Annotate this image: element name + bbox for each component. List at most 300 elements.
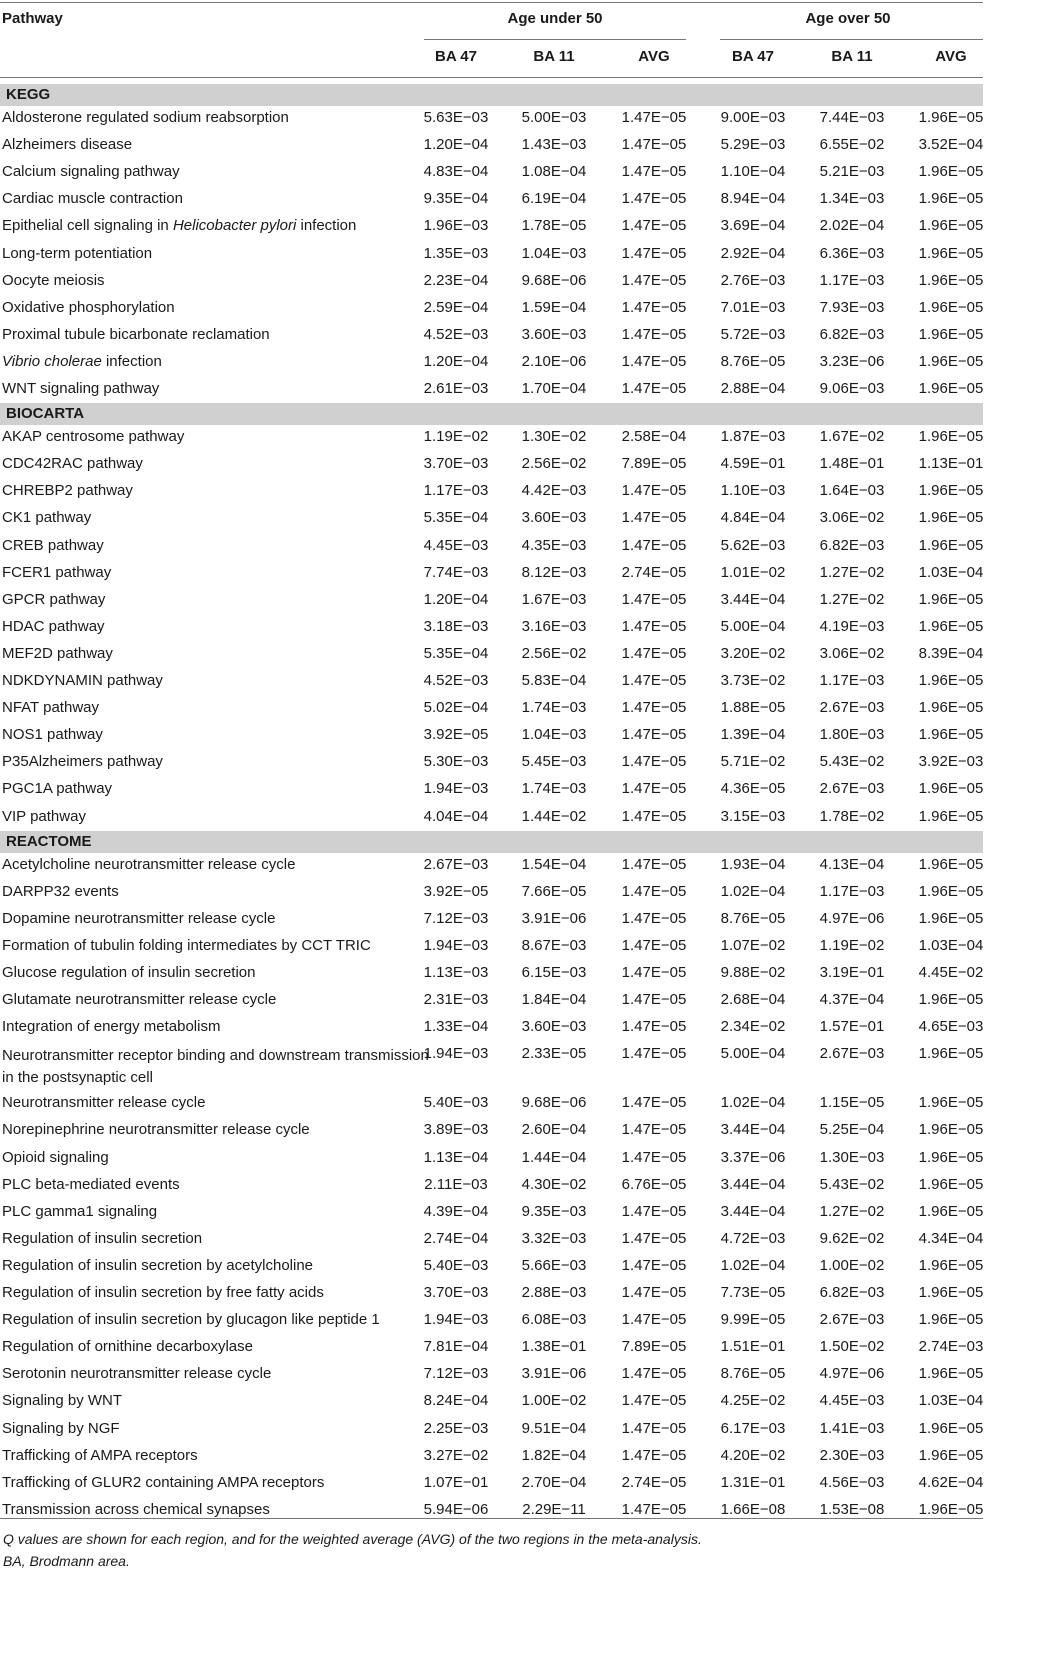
q-value-cell: 1.96E−05 — [918, 991, 984, 1009]
q-value-cell: 9.51E−04 — [521, 1419, 587, 1437]
q-value-cell: 1.47E−05 — [621, 590, 687, 608]
column-header-ba-11-over-50: BA 11 — [831, 48, 873, 65]
q-value-cell: 1.96E−05 — [918, 1045, 984, 1063]
q-value-cell: 4.65E−03 — [918, 1018, 984, 1036]
q-value-cell: 7.44E−03 — [819, 109, 885, 126]
q-value-cell: 1.74E−03 — [521, 699, 587, 717]
section-header-kegg — [0, 84, 983, 106]
q-value-cell: 1.67E−03 — [521, 590, 587, 608]
pathway-name: Norepinephrine neurotransmitter release cycle — [2, 1121, 310, 1139]
pathway-name: Regulation of ornithine decarboxylase — [2, 1338, 253, 1356]
q-value-cell: 4.52E−03 — [423, 672, 489, 689]
q-value-cell: 7.66E−05 — [521, 882, 587, 900]
q-value-cell: 1.47E−05 — [621, 1229, 687, 1247]
q-value-cell: 5.00E−04 — [720, 617, 786, 635]
q-value-cell: 3.44E−04 — [720, 1202, 786, 1220]
q-value-cell: 1.96E−05 — [918, 1175, 984, 1193]
q-value-cell: 1.47E−05 — [621, 699, 687, 717]
q-value-cell: 2.02E−04 — [819, 217, 885, 235]
q-value-cell: 9.35E−04 — [423, 190, 489, 208]
q-value-cell: 1.47E−05 — [621, 780, 687, 798]
q-value-cell: 6.36E−03 — [819, 244, 885, 262]
q-value-cell: 1.47E−05 — [621, 991, 687, 1009]
q-value-cell: 1.51E−01 — [720, 1338, 786, 1356]
column-header-avg-under-50: AVG — [638, 48, 670, 65]
q-value-cell: 5.02E−04 — [423, 699, 489, 717]
q-value-cell: 1.07E−02 — [720, 936, 786, 954]
q-value-cell: 4.35E−03 — [521, 536, 587, 554]
q-value-cell: 1.96E−05 — [918, 1365, 984, 1383]
q-value-cell: 4.97E−06 — [819, 909, 885, 927]
q-value-cell: 3.60E−03 — [521, 325, 587, 343]
q-value-cell: 6.17E−03 — [720, 1419, 786, 1437]
q-value-cell: 1.53E−08 — [819, 1500, 885, 1518]
q-value-cell: 1.47E−05 — [621, 190, 687, 208]
q-value-cell: 3.06E−02 — [819, 644, 885, 662]
q-value-cell: 5.72E−03 — [720, 325, 786, 343]
q-value-cell: 1.17E−03 — [819, 672, 885, 689]
q-value-cell: 1.96E−05 — [918, 780, 984, 798]
pathway-name: VIP pathway — [2, 807, 86, 825]
q-value-cell: 2.74E−04 — [423, 1229, 489, 1247]
pathway-name — [2, 353, 432, 371]
pathway-name: NOS1 pathway — [2, 726, 103, 744]
group-header-age-over-50: Age over 50 — [805, 10, 891, 27]
q-value-cell: 1.96E−05 — [918, 882, 984, 900]
q-value-cell: 2.10E−06 — [521, 352, 587, 370]
q-value-cell: 2.67E−03 — [819, 1311, 885, 1329]
q-value-cell: 1.96E−05 — [918, 1311, 984, 1329]
q-value-cell: 1.47E−05 — [621, 1256, 687, 1274]
q-value-cell: 1.78E−05 — [521, 217, 587, 235]
q-value-cell: 2.67E−03 — [819, 780, 885, 798]
q-value-cell: 1.17E−03 — [819, 271, 885, 289]
q-value-cell: 1.47E−05 — [621, 163, 687, 181]
q-value-cell: 1.94E−03 — [423, 936, 489, 954]
footnote-q-text: values are shown for each region, and for the weighted average (AVG) of the two regions in the meta-analysis. — [13, 1531, 702, 1547]
q-value-cell: 1.13E−04 — [423, 1148, 489, 1166]
section-label: REACTOME — [6, 832, 92, 850]
q-value-cell: 1.03E−04 — [918, 563, 984, 581]
q-value-cell: 1.96E−05 — [918, 163, 984, 181]
q-value-cell: 8.39E−04 — [918, 644, 984, 662]
q-value-cell: 2.67E−03 — [819, 699, 885, 717]
q-value-cell: 7.01E−03 — [720, 298, 786, 316]
pathway-name: Aldosterone regulated sodium reabsorption — [2, 109, 289, 126]
q-value-cell: 1.27E−02 — [819, 1202, 885, 1220]
q-value-cell: 4.45E−02 — [918, 964, 984, 981]
q-value-cell: 1.02E−04 — [720, 1256, 786, 1274]
q-value-cell: 1.47E−05 — [621, 617, 687, 635]
q-value-cell: 5.40E−03 — [423, 1094, 489, 1112]
q-value-cell: 1.47E−05 — [621, 726, 687, 744]
q-value-cell: 9.68E−06 — [521, 1094, 587, 1112]
q-value-cell: 1.47E−05 — [621, 1284, 687, 1301]
q-value-cell: 3.37E−06 — [720, 1148, 786, 1166]
q-value-cell: 4.30E−02 — [521, 1175, 587, 1193]
pathway-name-part: infection — [296, 217, 357, 235]
q-value-cell: 5.71E−02 — [720, 753, 786, 771]
q-value-cell: 1.47E−05 — [621, 1045, 687, 1063]
q-value-cell: 2.56E−02 — [521, 644, 587, 662]
q-value-cell: 9.99E−05 — [720, 1311, 786, 1329]
q-value-cell: 4.59E−01 — [720, 455, 786, 473]
q-value-cell: 1.47E−05 — [621, 855, 687, 873]
q-value-cell: 1.34E−03 — [819, 190, 885, 208]
q-value-cell: 5.21E−03 — [819, 163, 885, 181]
q-value-cell: 3.91E−06 — [521, 909, 587, 927]
q-value-cell: 5.66E−03 — [521, 1256, 587, 1274]
pathway-name: PLC gamma1 signaling — [2, 1202, 158, 1220]
q-value-cell: 3.91E−06 — [521, 1365, 587, 1383]
q-value-cell: 5.35E−04 — [423, 644, 489, 662]
q-value-cell: 3.06E−02 — [819, 509, 885, 527]
q-value-cell: 4.34E−04 — [918, 1229, 984, 1247]
q-value-cell: 4.84E−04 — [720, 509, 786, 527]
footnote-q-values — [3, 1531, 702, 1548]
pathway-name: Transmission across chemical synapses — [2, 1500, 270, 1518]
q-value-cell: 1.27E−02 — [819, 590, 885, 608]
q-value-cell: 1.47E−05 — [621, 509, 687, 527]
q-value-cell: 3.70E−03 — [423, 455, 489, 473]
q-value-cell: 1.08E−04 — [521, 163, 587, 181]
q-value-cell: 8.12E−03 — [521, 563, 587, 581]
q-value-cell: 1.47E−05 — [621, 1018, 687, 1036]
q-value-cell: 1.41E−03 — [819, 1419, 885, 1437]
column-header-ba-47-under-50: BA 47 — [435, 48, 477, 65]
q-value-cell: 4.36E−05 — [720, 780, 786, 798]
q-value-cell: 2.56E−02 — [521, 455, 587, 473]
q-value-cell: 1.47E−05 — [621, 136, 687, 154]
q-value-cell: 1.47E−05 — [621, 807, 687, 825]
q-value-cell: 1.66E−08 — [720, 1500, 786, 1518]
q-value-cell: 1.02E−04 — [720, 1094, 786, 1112]
q-value-cell: 4.45E−03 — [819, 1392, 885, 1410]
q-value-cell: 1.57E−01 — [819, 1018, 885, 1036]
q-value-cell: 3.60E−03 — [521, 1018, 587, 1036]
q-value-cell: 6.76E−05 — [621, 1175, 687, 1193]
q-value-cell: 1.94E−03 — [423, 1311, 489, 1329]
q-value-cell: 1.47E−05 — [621, 244, 687, 262]
q-value-cell: 3.92E−05 — [423, 882, 489, 900]
q-value-cell: 1.03E−04 — [918, 1392, 984, 1410]
pathway-name: Serotonin neurotransmitter release cycle — [2, 1365, 272, 1383]
q-value-cell: 1.04E−03 — [521, 244, 587, 262]
pathway-name: Calcium signaling pathway — [2, 163, 180, 181]
q-value-cell: 5.40E−03 — [423, 1256, 489, 1274]
pathway-name: Proximal tubule bicarbonate reclamation — [2, 325, 270, 343]
q-value-cell: 6.82E−03 — [819, 536, 885, 554]
q-value-cell: 1.47E−05 — [621, 536, 687, 554]
q-value-cell: 5.43E−02 — [819, 753, 885, 771]
q-value-cell: 1.01E−02 — [720, 563, 786, 581]
q-value-cell: 9.00E−03 — [720, 109, 786, 126]
q-value-cell: 3.27E−02 — [423, 1446, 489, 1464]
q-value-cell: 1.07E−01 — [423, 1473, 489, 1491]
column-header-avg-over-50: AVG — [935, 48, 967, 65]
q-value-cell: 1.13E−03 — [423, 964, 489, 981]
q-value-cell: 3.89E−03 — [423, 1121, 489, 1139]
q-value-cell: 1.47E−05 — [621, 936, 687, 954]
q-value-cell: 1.47E−05 — [621, 482, 687, 500]
q-value-cell: 4.19E−03 — [819, 617, 885, 635]
pathway-name: Cardiac muscle contraction — [2, 190, 183, 208]
q-value-cell: 7.93E−03 — [819, 298, 885, 316]
section-header-biocarta — [0, 403, 983, 425]
q-value-cell: 1.96E−05 — [918, 909, 984, 927]
q-value-cell: 7.81E−04 — [423, 1338, 489, 1356]
q-value-cell: 2.30E−03 — [819, 1446, 885, 1464]
pathway-name-part: Epithelial cell signaling in — [2, 217, 173, 235]
pathway-name: CK1 pathway — [2, 509, 92, 527]
q-value-cell: 1.96E−05 — [918, 509, 984, 527]
q-value-cell: 5.25E−04 — [819, 1121, 885, 1139]
pathway-name: PGC1A pathway — [2, 780, 113, 798]
q-value-cell: 1.96E−05 — [918, 298, 984, 316]
q-value-cell: 3.32E−03 — [521, 1229, 587, 1247]
section-label: BIOCARTA — [6, 405, 85, 423]
column-header-pathway: Pathway — [2, 10, 63, 27]
pathway-name: Trafficking of GLUR2 containing AMPA receptors — [2, 1473, 325, 1491]
q-value-cell: 1.82E−04 — [521, 1446, 587, 1464]
pathway-name: Oocyte meiosis — [2, 271, 105, 289]
pathway-name: NFAT pathway — [2, 699, 99, 717]
pathway-name: CDC42RAC pathway — [2, 455, 143, 473]
pathway-name: GPCR pathway — [2, 590, 106, 608]
q-value-cell: 7.89E−05 — [621, 455, 687, 473]
q-value-cell: 3.44E−04 — [720, 1121, 786, 1139]
q-value-cell: 3.52E−04 — [918, 136, 984, 154]
q-value-cell: 1.47E−05 — [621, 644, 687, 662]
q-value-cell: 1.96E−05 — [918, 428, 984, 446]
group-rule-age-under-50 — [424, 39, 686, 40]
q-value-cell: 1.47E−05 — [621, 1202, 687, 1220]
q-value-cell: 1.96E−05 — [918, 244, 984, 262]
q-value-cell: 4.97E−06 — [819, 1365, 885, 1383]
q-value-cell: 3.70E−03 — [423, 1284, 489, 1301]
pathway-name: Regulation of insulin secretion by acetylcholine — [2, 1256, 314, 1274]
q-value-cell: 4.72E−03 — [720, 1229, 786, 1247]
q-value-cell: 5.94E−06 — [423, 1500, 489, 1518]
q-value-cell: 2.74E−05 — [621, 1473, 687, 1491]
q-value-cell: 3.15E−03 — [720, 807, 786, 825]
pathway-name: PLC beta-mediated events — [2, 1175, 180, 1193]
q-value-cell: 1.87E−03 — [720, 428, 786, 446]
q-value-cell: 1.47E−05 — [621, 909, 687, 927]
q-value-cell: 4.39E−04 — [423, 1202, 489, 1220]
q-value-cell: 2.25E−03 — [423, 1419, 489, 1437]
q-value-cell: 3.60E−03 — [521, 509, 587, 527]
q-value-cell: 4.42E−03 — [521, 482, 587, 500]
q-value-cell: 7.12E−03 — [423, 1365, 489, 1383]
q-value-cell: 1.47E−05 — [621, 1419, 687, 1437]
q-value-cell: 3.16E−03 — [521, 617, 587, 635]
q-value-cell: 1.33E−04 — [423, 1018, 489, 1036]
q-value-cell: 1.93E−04 — [720, 855, 786, 873]
pathway-name: Neurotransmitter release cycle — [2, 1094, 206, 1112]
q-value-cell: 6.82E−03 — [819, 1284, 885, 1301]
q-value-cell: 8.24E−04 — [423, 1392, 489, 1410]
q-value-cell: 1.47E−05 — [621, 1311, 687, 1329]
q-value-cell: 2.59E−04 — [423, 298, 489, 316]
q-value-cell: 8.76E−05 — [720, 1365, 786, 1383]
pathway-name: NDKDYNAMIN pathway — [2, 672, 163, 689]
q-value-cell: 2.31E−03 — [423, 991, 489, 1009]
q-value-cell: 1.15E−05 — [819, 1094, 885, 1112]
q-value-cell: 7.89E−05 — [621, 1338, 687, 1356]
q-value-cell: 1.17E−03 — [423, 482, 489, 500]
q-value-cell: 1.38E−01 — [521, 1338, 587, 1356]
q-value-cell: 1.19E−02 — [819, 936, 885, 954]
q-value-cell: 7.73E−05 — [720, 1284, 786, 1301]
q-value-cell: 1.02E−04 — [720, 882, 786, 900]
q-value-cell: 1.04E−03 — [521, 726, 587, 744]
q-value-cell: 7.74E−03 — [423, 563, 489, 581]
q-value-cell: 1.17E−03 — [819, 882, 885, 900]
q-value-cell: 1.47E−05 — [621, 271, 687, 289]
pathway-name: FCER1 pathway — [2, 563, 112, 581]
q-value-cell: 4.37E−04 — [819, 991, 885, 1009]
q-value-cell: 2.34E−02 — [720, 1018, 786, 1036]
q-value-cell: 1.47E−05 — [621, 352, 687, 370]
table-top-rule — [0, 2, 983, 3]
q-value-cell: 9.35E−03 — [521, 1202, 587, 1220]
q-value-cell: 5.00E−03 — [521, 109, 587, 126]
q-value-cell: 4.56E−03 — [819, 1473, 885, 1491]
q-value-cell: 1.19E−02 — [423, 428, 489, 446]
q-value-cell: 4.04E−04 — [423, 807, 489, 825]
q-value-cell: 3.69E−04 — [720, 217, 786, 235]
q-value-cell: 1.44E−04 — [521, 1148, 587, 1166]
q-value-cell: 1.27E−02 — [819, 563, 885, 581]
q-value-cell: 5.83E−04 — [521, 672, 587, 689]
q-value-cell: 1.96E−05 — [918, 271, 984, 289]
q-value-cell: 1.96E−05 — [918, 190, 984, 208]
q-value-cell: 1.10E−04 — [720, 163, 786, 181]
q-value-cell: 1.78E−02 — [819, 807, 885, 825]
q-value-cell: 4.20E−02 — [720, 1446, 786, 1464]
q-value-cell: 1.59E−04 — [521, 298, 587, 316]
q-value-cell: 1.20E−04 — [423, 352, 489, 370]
q-value-cell: 2.70E−04 — [521, 1473, 587, 1491]
q-value-cell: 8.67E−03 — [521, 936, 587, 954]
q-value-cell: 1.20E−04 — [423, 590, 489, 608]
q-value-cell: 1.47E−05 — [621, 217, 687, 235]
pathway-name-part: infection — [101, 352, 162, 370]
pathway-name: Regulation of insulin secretion by free fatty acids — [2, 1284, 324, 1301]
q-value-cell: 1.96E−05 — [918, 536, 984, 554]
q-value-cell: 2.58E−04 — [621, 428, 687, 446]
q-value-cell: 6.55E−02 — [819, 136, 885, 154]
q-value-cell: 1.74E−03 — [521, 780, 587, 798]
q-value-cell: 4.25E−02 — [720, 1392, 786, 1410]
q-value-cell: 1.48E−01 — [819, 455, 885, 473]
q-value-cell: 8.94E−04 — [720, 190, 786, 208]
q-value-cell: 8.76E−05 — [720, 909, 786, 927]
pathway-name: Trafficking of AMPA receptors — [2, 1446, 198, 1464]
q-value-cell: 6.08E−03 — [521, 1311, 587, 1329]
q-value-cell: 2.74E−05 — [621, 563, 687, 581]
q-value-cell: 1.88E−05 — [720, 699, 786, 717]
q-value-cell: 1.47E−05 — [621, 672, 687, 689]
pathway-name: Formation of tubulin folding intermediates by CCT TRIC — [2, 936, 371, 954]
q-value-cell: 9.06E−03 — [819, 380, 885, 397]
q-value-cell: 9.68E−06 — [521, 271, 587, 289]
q-value-cell: 1.35E−03 — [423, 244, 489, 262]
q-value-cell: 1.80E−03 — [819, 726, 885, 744]
q-value-cell: 1.64E−03 — [819, 482, 885, 500]
q-value-cell: 2.29E−11 — [522, 1500, 586, 1518]
q-value-cell: 1.94E−03 — [423, 780, 489, 798]
q-value-cell: 1.47E−05 — [621, 325, 687, 343]
q-value-cell: 1.96E−05 — [918, 325, 984, 343]
q-value-cell: 1.96E−05 — [918, 617, 984, 635]
q-value-cell: 1.96E−05 — [918, 1202, 984, 1220]
q-value-cell: 1.96E−05 — [918, 380, 984, 397]
footnote-ba: BA, Brodmann area. — [3, 1553, 130, 1569]
q-value-cell: 1.13E−01 — [918, 455, 984, 473]
pathway-name — [2, 217, 432, 235]
q-value-cell: 8.76E−05 — [720, 352, 786, 370]
q-value-cell: 6.19E−04 — [521, 190, 587, 208]
q-value-cell: 1.67E−02 — [819, 428, 885, 446]
q-value-cell: 1.96E−05 — [918, 699, 984, 717]
q-value-cell: 2.33E−05 — [521, 1045, 587, 1063]
q-value-cell: 1.00E−02 — [521, 1392, 587, 1410]
q-value-cell: 5.43E−02 — [819, 1175, 885, 1193]
q-value-cell: 1.96E−05 — [918, 109, 984, 126]
q-value-cell: 5.62E−03 — [720, 536, 786, 554]
q-value-cell: 2.67E−03 — [423, 855, 489, 873]
q-value-cell: 1.96E−05 — [918, 807, 984, 825]
q-value-cell: 2.67E−03 — [819, 1045, 885, 1063]
pathway-name-part: Helicobacter pylori — [172, 217, 297, 235]
q-value-cell: 1.30E−02 — [521, 428, 587, 446]
q-value-cell: 9.62E−02 — [819, 1229, 885, 1247]
q-value-cell: 1.84E−04 — [521, 991, 587, 1009]
q-value-cell: 2.23E−04 — [423, 271, 489, 289]
group-rule-age-over-50 — [720, 39, 983, 40]
q-value-cell: 1.96E−05 — [918, 1121, 984, 1139]
q-value-cell: 4.52E−03 — [423, 325, 489, 343]
q-value-cell: 1.96E−05 — [918, 1419, 984, 1437]
pathway-name: P35Alzheimers pathway — [2, 753, 163, 771]
q-value-cell: 1.96E−05 — [918, 726, 984, 744]
pathway-name: MEF2D pathway — [2, 644, 113, 662]
pathway-name-part: Vibrio cholerae — [2, 352, 102, 370]
q-value-cell: 1.47E−05 — [621, 1148, 687, 1166]
q-value-cell: 1.47E−05 — [621, 1500, 687, 1518]
pathway-name: Signaling by WNT — [2, 1392, 123, 1410]
q-value-cell: 1.94E−03 — [423, 1045, 489, 1063]
q-value-cell: 1.47E−05 — [621, 1121, 687, 1139]
q-value-cell: 1.47E−05 — [621, 1094, 687, 1112]
q-value-cell: 5.63E−03 — [423, 109, 489, 126]
q-value-cell: 3.20E−02 — [720, 644, 786, 662]
q-value-cell: 1.47E−05 — [621, 753, 687, 771]
q-value-cell: 6.82E−03 — [819, 325, 885, 343]
q-value-cell: 1.39E−04 — [720, 726, 786, 744]
q-value-cell: 4.13E−04 — [819, 855, 885, 873]
pathway-name: Signaling by NGF — [2, 1419, 120, 1437]
q-value-cell: 4.62E−04 — [918, 1473, 984, 1491]
pathway-name: Neurotransmitter receptor binding and downstream transmission in the postsynaptic cell — [2, 1047, 429, 1087]
q-value-cell: 5.30E−03 — [423, 753, 489, 771]
section-label: KEGG — [6, 86, 51, 103]
q-value-cell: 3.92E−05 — [423, 726, 489, 744]
pathway-name: HDAC pathway — [2, 617, 105, 635]
q-value-cell: 2.68E−04 — [720, 991, 786, 1009]
